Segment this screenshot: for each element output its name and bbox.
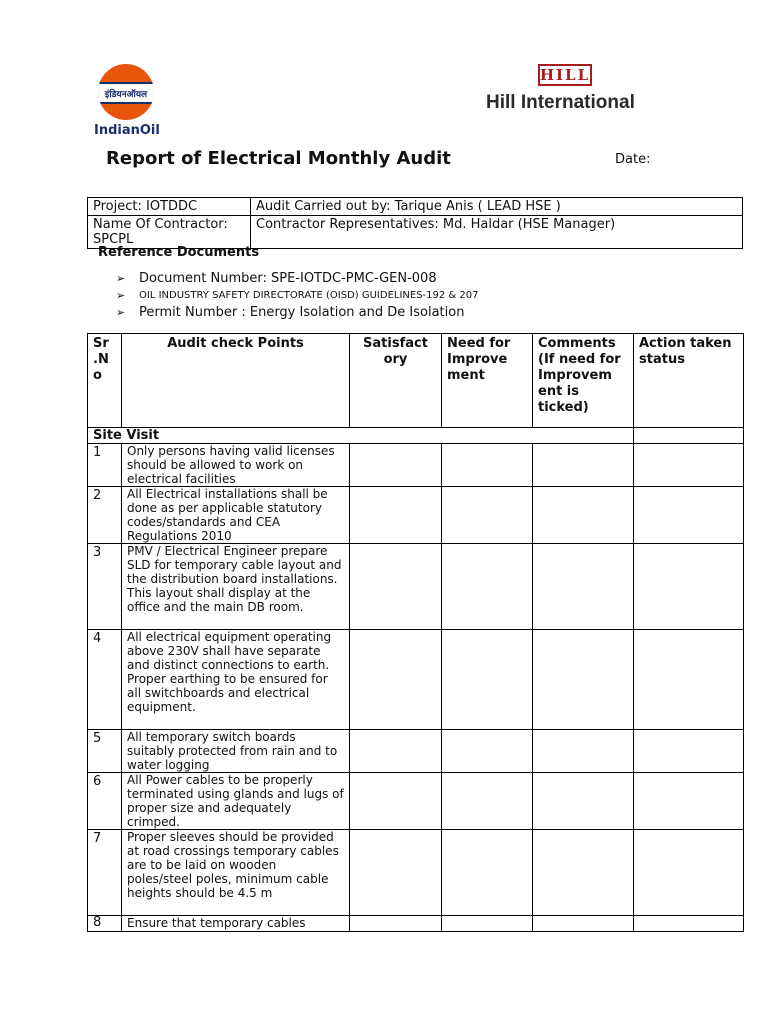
project-cell: Project: IOTDDC	[88, 198, 251, 216]
hill-international-logo	[484, 60, 650, 116]
comments-cell[interactable]	[533, 487, 634, 544]
satisfactory-cell[interactable]	[350, 544, 442, 630]
check-point: Proper sleeves should be provided at road crossings temporary cables are to be laid on wooden poles/steel poles, minimum cable heights should be 4.5 m	[122, 830, 350, 916]
arrow-bullet-icon: ➢	[116, 306, 126, 319]
table-row	[88, 830, 744, 916]
header-comments: Comments (If need for Improvem ent is ticked)	[533, 334, 634, 428]
need-improvement-cell[interactable]	[442, 916, 533, 932]
table-row	[88, 916, 744, 932]
need-improvement-cell[interactable]	[442, 444, 533, 487]
action-status-cell[interactable]	[634, 544, 744, 630]
contractor-cell: Name Of Contractor: SPCPL	[88, 216, 251, 249]
header-srno: Sr .N o	[88, 334, 122, 428]
section-title: Site Visit	[88, 428, 634, 444]
satisfactory-cell[interactable]	[350, 444, 442, 487]
audit-checklist-table	[87, 333, 744, 932]
header-need-improvement: Need for Improve ment	[442, 334, 533, 428]
need-improvement-cell[interactable]	[442, 773, 533, 830]
comments-cell[interactable]	[533, 916, 634, 932]
action-status-cell[interactable]	[634, 830, 744, 916]
reference-item-text: Permit Number : Energy Isolation and De Isolation	[139, 305, 465, 320]
header-satisfactory: Satisfact ory	[350, 334, 442, 428]
reference-item	[116, 304, 479, 321]
need-improvement-cell[interactable]	[442, 730, 533, 773]
table-row	[88, 630, 744, 730]
row-number: 8	[88, 916, 122, 932]
row-number: 4	[88, 630, 122, 730]
action-status-cell[interactable]	[634, 916, 744, 932]
satisfactory-cell[interactable]	[350, 773, 442, 830]
empty-cell	[634, 428, 744, 444]
reference-item	[116, 270, 479, 287]
action-status-cell[interactable]	[634, 630, 744, 730]
check-point: PMV / Electrical Engineer prepare SLD for temporary cable layout and the distribution board installations. This layout shall display at the office and the main DB room.	[122, 544, 350, 630]
satisfactory-cell[interactable]	[350, 487, 442, 544]
satisfactory-cell[interactable]	[350, 630, 442, 730]
comments-cell[interactable]	[533, 544, 634, 630]
hill-mark: HILL	[539, 66, 591, 84]
check-point: All Power cables to be properly terminated using glands and lugs of proper size and adequately crimped.	[122, 773, 350, 830]
need-improvement-cell[interactable]	[442, 544, 533, 630]
project-info-table	[87, 197, 743, 249]
action-status-cell[interactable]	[634, 487, 744, 544]
arrow-bullet-icon: ➢	[116, 272, 126, 285]
header-action-status: Action taken status	[634, 334, 744, 428]
indianoil-emblem-band: इंडियनऑयल	[98, 82, 154, 104]
indianoil-wordmark: IndianOil	[94, 123, 160, 138]
action-status-cell[interactable]	[634, 444, 744, 487]
row-number: 3	[88, 544, 122, 630]
row-number: 1	[88, 444, 122, 487]
reference-documents-title: Reference Documents	[98, 245, 260, 260]
row-number: 2	[88, 487, 122, 544]
satisfactory-cell[interactable]	[350, 730, 442, 773]
table-row	[88, 730, 744, 773]
indianoil-emblem	[98, 64, 154, 120]
check-point: Only persons having valid licenses should be allowed to work on electrical facilities	[122, 444, 350, 487]
representatives-cell: Contractor Representatives: Md. Haldar (HSE Manager)	[251, 216, 743, 249]
row-number: 7	[88, 830, 122, 916]
comments-cell[interactable]	[533, 830, 634, 916]
comments-cell[interactable]	[533, 773, 634, 830]
indianoil-logo	[94, 64, 158, 138]
table-row	[88, 773, 744, 830]
need-improvement-cell[interactable]	[442, 630, 533, 730]
table-row	[88, 444, 744, 487]
report-title: Report of Electrical Monthly Audit	[106, 148, 451, 169]
satisfactory-cell[interactable]	[350, 916, 442, 932]
action-status-cell[interactable]	[634, 730, 744, 773]
check-point: All electrical equipment operating above 230V shall have separate and distinct connections to earth. Proper earthing to be ensured for all switchboards and electrical equipment.	[122, 630, 350, 730]
table-row	[88, 544, 744, 630]
audit-by-cell: Audit Carried out by: Tarique Anis ( LEAD HSE )	[251, 198, 743, 216]
section-row	[88, 428, 744, 444]
reference-item-text: OIL INDUSTRY SAFETY DIRECTORATE (OISD) GUIDELINES-192 & 207	[139, 290, 479, 301]
hill-wordmark: Hill International	[486, 92, 635, 113]
comments-cell[interactable]	[533, 730, 634, 773]
reference-item-text: Document Number: SPE-IOTDC-PMC-GEN-008	[139, 271, 437, 286]
comments-cell[interactable]	[533, 630, 634, 730]
action-status-cell[interactable]	[634, 773, 744, 830]
need-improvement-cell[interactable]	[442, 487, 533, 544]
reference-documents-list	[116, 270, 479, 321]
table-row	[88, 487, 744, 544]
arrow-bullet-icon: ➢	[116, 289, 126, 302]
date-label: Date:	[615, 152, 651, 167]
header-row	[88, 334, 744, 428]
reference-item	[116, 287, 479, 304]
satisfactory-cell[interactable]	[350, 830, 442, 916]
row-number: 6	[88, 773, 122, 830]
need-improvement-cell[interactable]	[442, 830, 533, 916]
check-point: All Electrical installations shall be done as per applicable statutory codes/standards and CEA Regulations 2010	[122, 487, 350, 544]
comments-cell[interactable]	[533, 444, 634, 487]
header-audit-points: Audit check Points	[122, 334, 350, 428]
check-point: Ensure that temporary cables	[122, 916, 350, 932]
row-number: 5	[88, 730, 122, 773]
check-point: All temporary switch boards suitably protected from rain and to water logging	[122, 730, 350, 773]
